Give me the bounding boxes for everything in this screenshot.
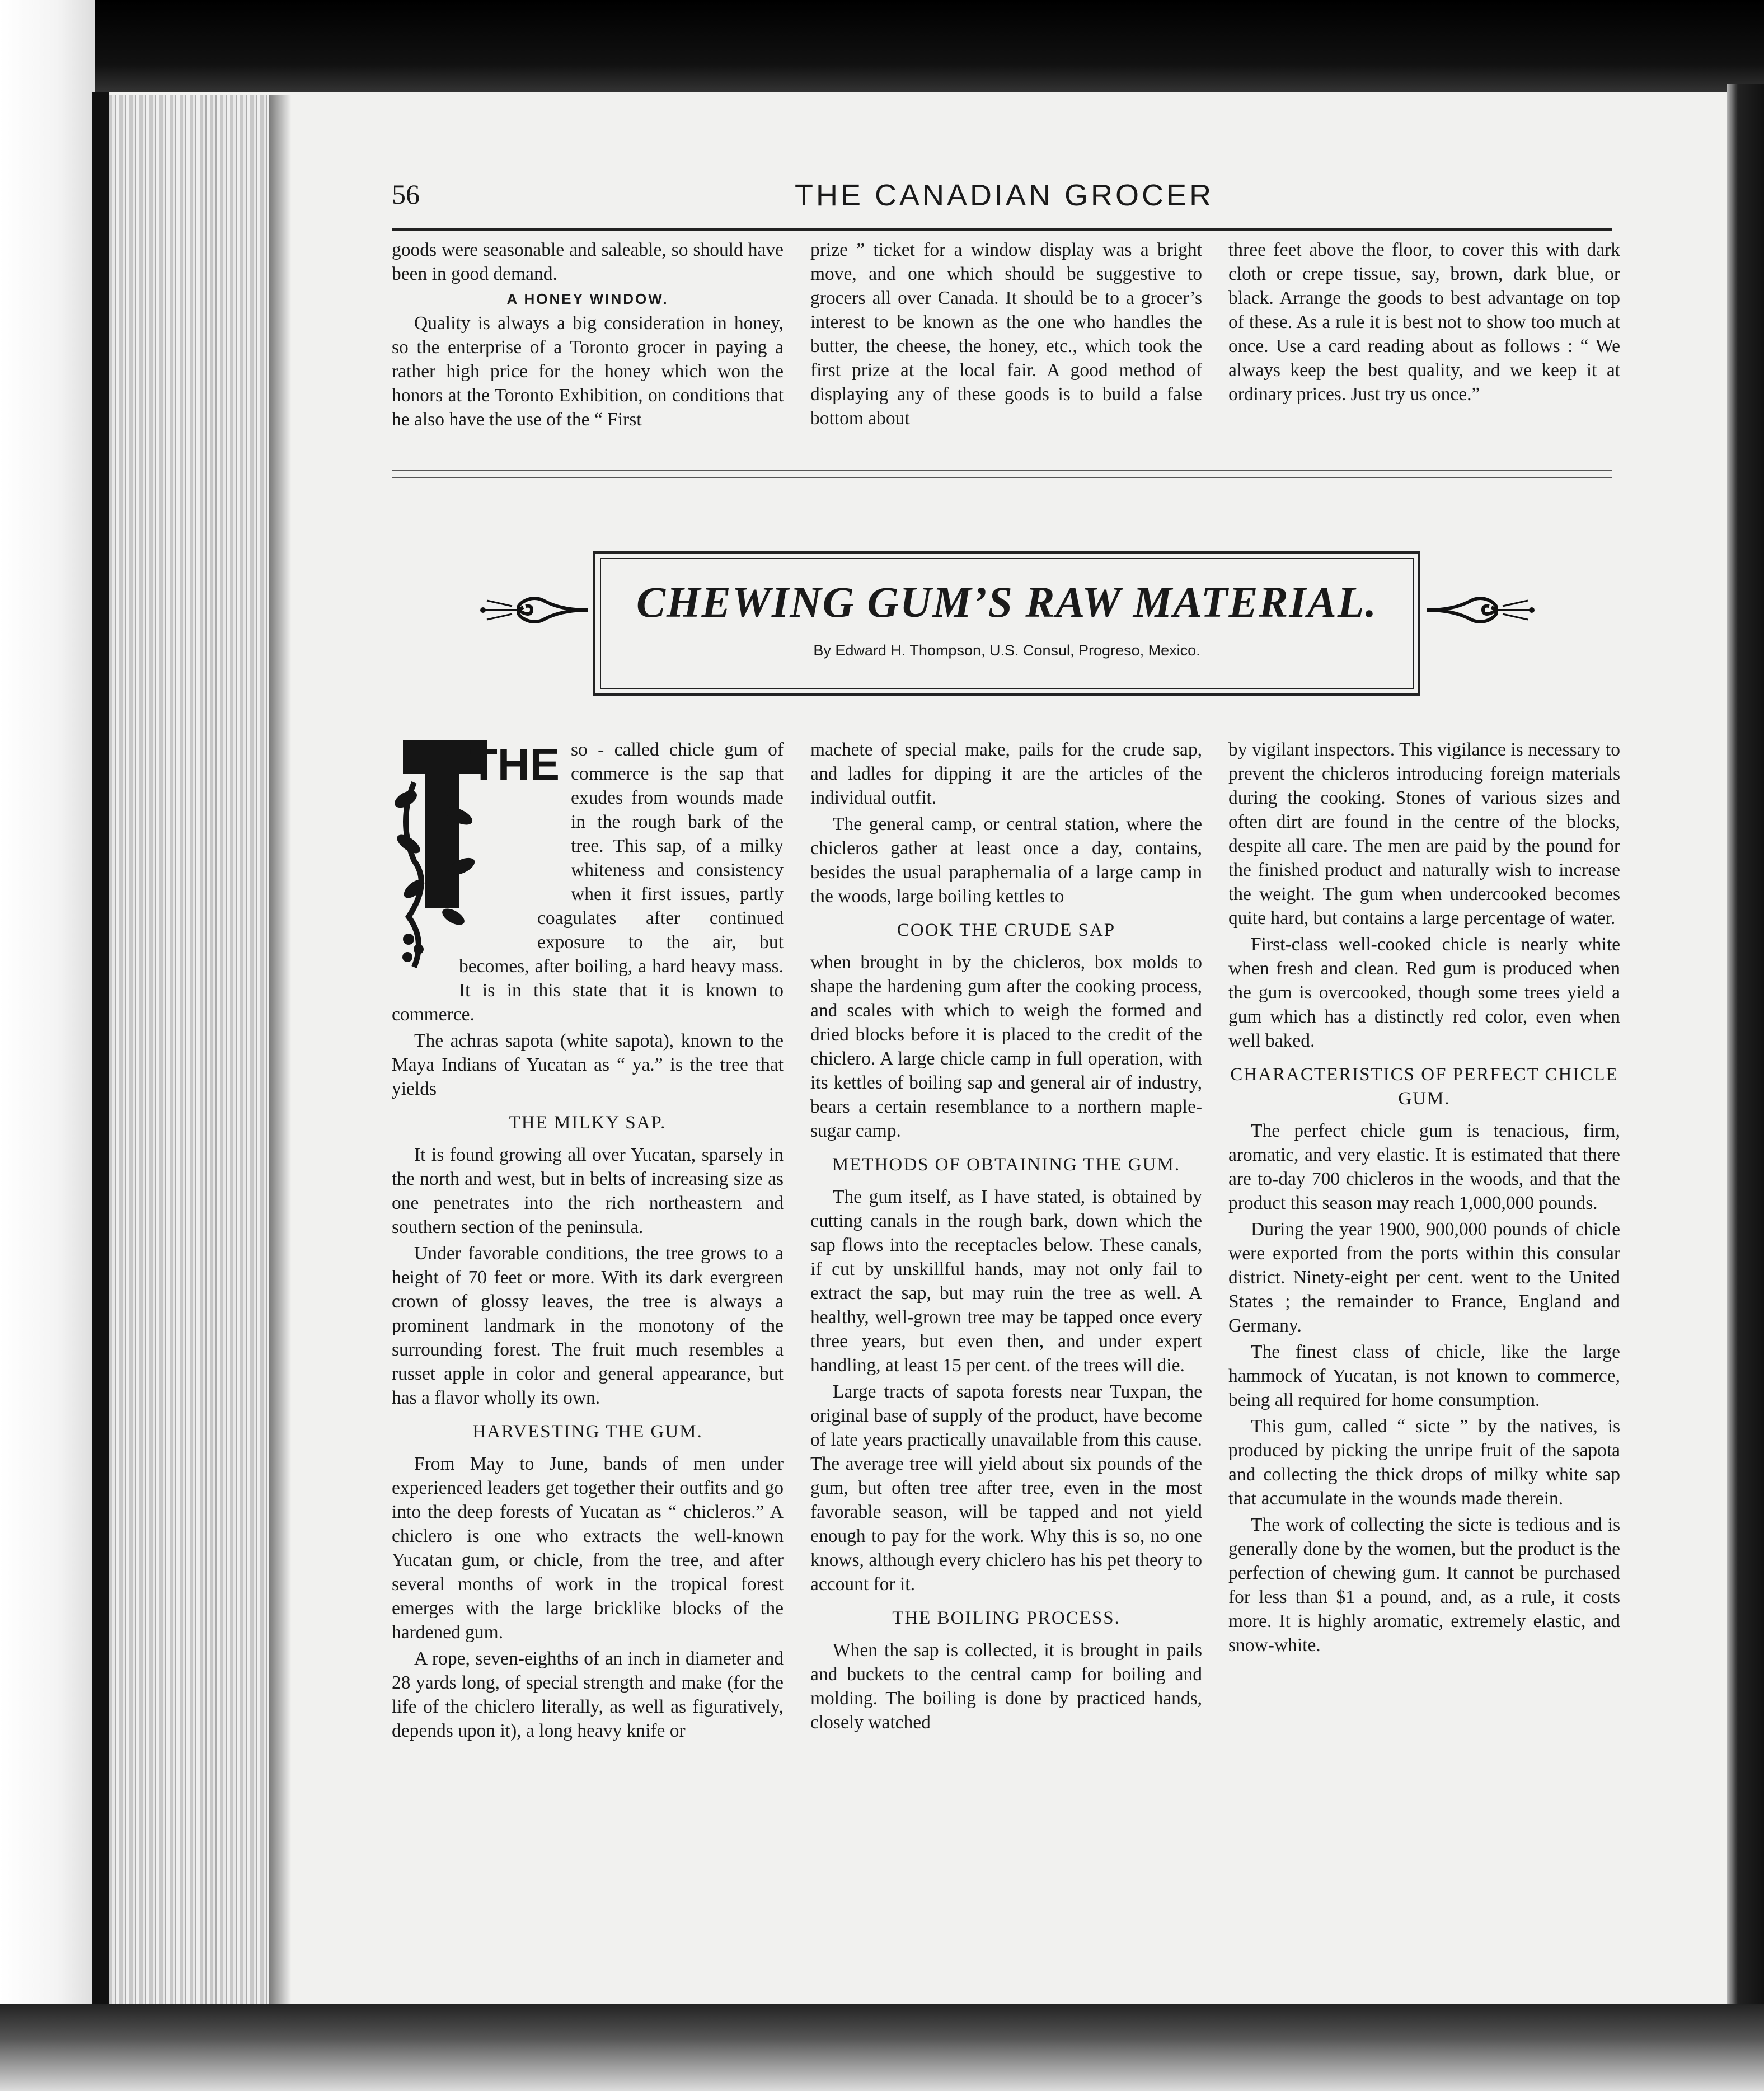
- col2-para-3: when brought in by the chicleros, box molds to shape the hardening gum after the cooking process, and scales with which to weigh the formed and dried blocks before it is placed to the credit of the chiclero. A large chicle camp in full operation, with its kettles of boiling sap and general air of industry, bears a certain resemblance to a northern maple-sugar camp.: [810, 952, 1202, 1141]
- scan-top-border: [0, 0, 1764, 92]
- col2-para-6: When the sap is collected, it is brought in pails and buckets to the central camp for boiling and molding. The boiling is done by practiced hands, closely watched: [810, 1640, 1202, 1733]
- dropcap-text: THE: [470, 739, 560, 789]
- col3-para-5: The finest class of chicle, like the large hammock of Yucatan, is not known to commerce, being all required for home consumption.: [1228, 1342, 1620, 1410]
- col2-para-5: Large tracts of sapota forests near Tuxpan, the original base of supply of the product, have become of late years practically unavailable from this cause. The average tree will yield about six pounds of the gum, but often tree after tree, even in the most favorable season, will be tapped and not yield enough to pay for the work. Why this is so, no one knows, although every chiclero has his pet theory to account for it.: [810, 1381, 1202, 1595]
- col1-heading-1: THE MILKY SAP.: [509, 1113, 667, 1133]
- prev-article-col-1: [392, 238, 784, 432]
- col2-heading-2: METHODS OF OBTAINING THE GUM.: [832, 1155, 1181, 1175]
- article-col-1: [392, 738, 784, 1743]
- col2-para-2: The general camp, or central station, where the chicleros gather at least once a day, contains, besides the usual paraphernalia of a large camp in the woods, large boiling kettles to: [810, 814, 1202, 907]
- col2-para-4: The gum itself, as I have stated, is obtained by cutting canals in the rough bark, down which the sap flows into the receptacles below. These canals, if cut by unskillful hands, may not only fail to extract the sap, but may ruin the tree as well. A healthy, well-grown tree may be tapped once every three years, but even then, and under expert handling, at least 15 per cent. of the trees will die.: [810, 1187, 1202, 1376]
- col1-heading-2: HARVESTING THE GUM.: [472, 1422, 703, 1442]
- left-ornament-icon: [478, 585, 590, 635]
- col3-para-1: by vigilant inspectors. This vigilance is necessary to prevent the chicleros introducing foreign materials during the cooking. Stones of various sizes and often dirt are found in the centre of the blocks, despite all care. The men are paid by the pound for the finished product and naturally wish to increase the weight. The gum when undercooked becomes quite hard, but contains a large percentage of water.: [1228, 739, 1620, 929]
- col1-para-4: Under favorable conditions, the tree grows to a height of 70 feet or more. With its dark evergreen crown of glossy leaves, the tree is always a prominent landmark in the monotony of the surrounding forest. The fruit much resembles a russet apple in color and general appearance, but has a flavor wholly its own.: [392, 1243, 784, 1408]
- col3-para-6: This gum, called “ sicte ” by the natives, is produced by picking the unripe fruit of the sapota and collecting the thick drops of milky white sap that accumulate in the wounds made therein.: [1228, 1416, 1620, 1509]
- article-byline: By Edward H. Thompson, U.S. Consul, Progreso, Mexico.: [813, 642, 1200, 659]
- col3-para-7: The work of collecting the sicte is tedious and is generally done by the women, but the product is the perfection of chewing gum. It cannot be purchased for less than $1 a pound, and, as a rule, it costs more. It is highly aromatic, extremely elastic, and snow-white.: [1228, 1515, 1620, 1656]
- section-rule-2: [392, 477, 1612, 478]
- prev-col1-para: goods were seasonable and saleable, so should have been in good demand.: [392, 240, 784, 284]
- right-ornament-icon: [1424, 585, 1536, 635]
- article-col-2: [810, 738, 1202, 1734]
- section-rule-1: [392, 470, 1612, 471]
- scan-left-margin: [0, 0, 95, 2091]
- book-spine: [92, 92, 109, 2006]
- gutter-shadow: [269, 95, 291, 2004]
- page-number: 56: [392, 179, 420, 210]
- col3-para-2: First-class well-cooked chicle is nearly white when fresh and clean. Red gum is produced when the gum is overcooked, though some trees yield a gum which has a distinctly red color, even when well baked.: [1228, 934, 1620, 1051]
- scan-right-edge: [1727, 84, 1764, 2004]
- col1-para-1: so - called chicle gum of commerce is the sap that exudes from wounds made in the rough bark of the tree. This sap, of a milky whiteness and consistency when it first issues, partly coagulates after continued exposure to the air, but becomes, after boiling, a hard heavy mass. It is in this state that it is known to commerce.: [392, 739, 784, 1025]
- col1-para-2: The achras sapota (white sapota), known to the Maya Indians of Yucatan as “ ya.” is the tree that yields: [392, 1030, 784, 1099]
- scan-bottom-border: [0, 2004, 1764, 2091]
- prev-article-col-2: [810, 238, 1202, 430]
- prev-col3-para: three feet above the floor, to cover this with dark cloth or crepe tissue, say, brown, dark blue, or black. Arrange the goods to best advantage on top of these. As a rule it is best not to show too much at once. Use a card reading about as follows : “ We always keep the best quality, and we keep it at ordinary prices. Just try us once.”: [1228, 240, 1620, 405]
- col2-heading-3: THE BOILING PROCESS.: [892, 1608, 1120, 1628]
- article-col-3: [1228, 738, 1620, 1657]
- running-title: THE CANADIAN GROCER: [795, 179, 1214, 212]
- title-frame: [593, 551, 1420, 696]
- prev-col2-para: prize ” ticket for a window display was a bright move, and one which should be suggestive to grocers all over Canada. It should be to a grocer’s interest to be known as the one who handles the butter, the cheese, the honey, etc., which took the first prize at the local fair. A good method of displaying any of these goods is to build a false bottom about: [810, 240, 1202, 429]
- col2-heading-1: COOK THE CRUDE SAP: [897, 920, 1116, 940]
- subhead-honey-window: A HONEY WINDOW.: [506, 290, 669, 307]
- col2-para-1: machete of special make, pails for the crude sap, and ladles for dipping it are the articles of the individual outfit.: [810, 739, 1202, 808]
- prev-col1-para-2: Quality is always a big consideration in honey, so the enterprise of a Toronto grocer in paying a rather high price for the honey which won the honors at the Toronto Exhibition, on conditions that he also have the use of the “ First: [392, 313, 784, 430]
- header-rule: [392, 228, 1612, 231]
- col1-para-3: It is found growing all over Yucatan, sparsely in the north and west, but in belts of increasing size as one penetrates into the rich northeastern and southern section of the peninsula.: [392, 1145, 784, 1237]
- article-title: CHEWING GUM’S RAW MATERIAL.: [636, 578, 1378, 626]
- col3-para-4: During the year 1900, 900,000 pounds of chicle were exported from the ports within this consular district. Ninety-eight per cent. went to the United States ; the remainder to France, England and Germany.: [1228, 1219, 1620, 1336]
- page-edges: [109, 95, 277, 2004]
- col3-heading-1: CHARACTERISTICS OF PERFECT CHICLE GUM.: [1230, 1065, 1618, 1109]
- col3-para-3: The perfect chicle gum is tenacious, firm, aromatic, and very elastic. It is estimated that there are to-day 700 chicleros in the woods, and that the product this season may reach 1,000,000 pounds.: [1228, 1120, 1620, 1213]
- col1-para-5: From May to June, bands of men under experienced leaders get together their outfits and go into the deep forests of Yucatan as “ chicleros.” A chiclero is one who extracts the well-known Yucatan gum, or chicle, from the tree, and after several months of work in the tropical forest emerges with the large bricklike blocks of the hardened gum.: [392, 1454, 784, 1643]
- prev-article-col-3: [1228, 238, 1620, 406]
- col1-para-6: A rope, seven-eighths of an inch in diameter and 28 yards long, of special strength and make (for the life of the chiclero literally, as well as figuratively, depends upon it), a long heavy knife or: [392, 1648, 784, 1741]
